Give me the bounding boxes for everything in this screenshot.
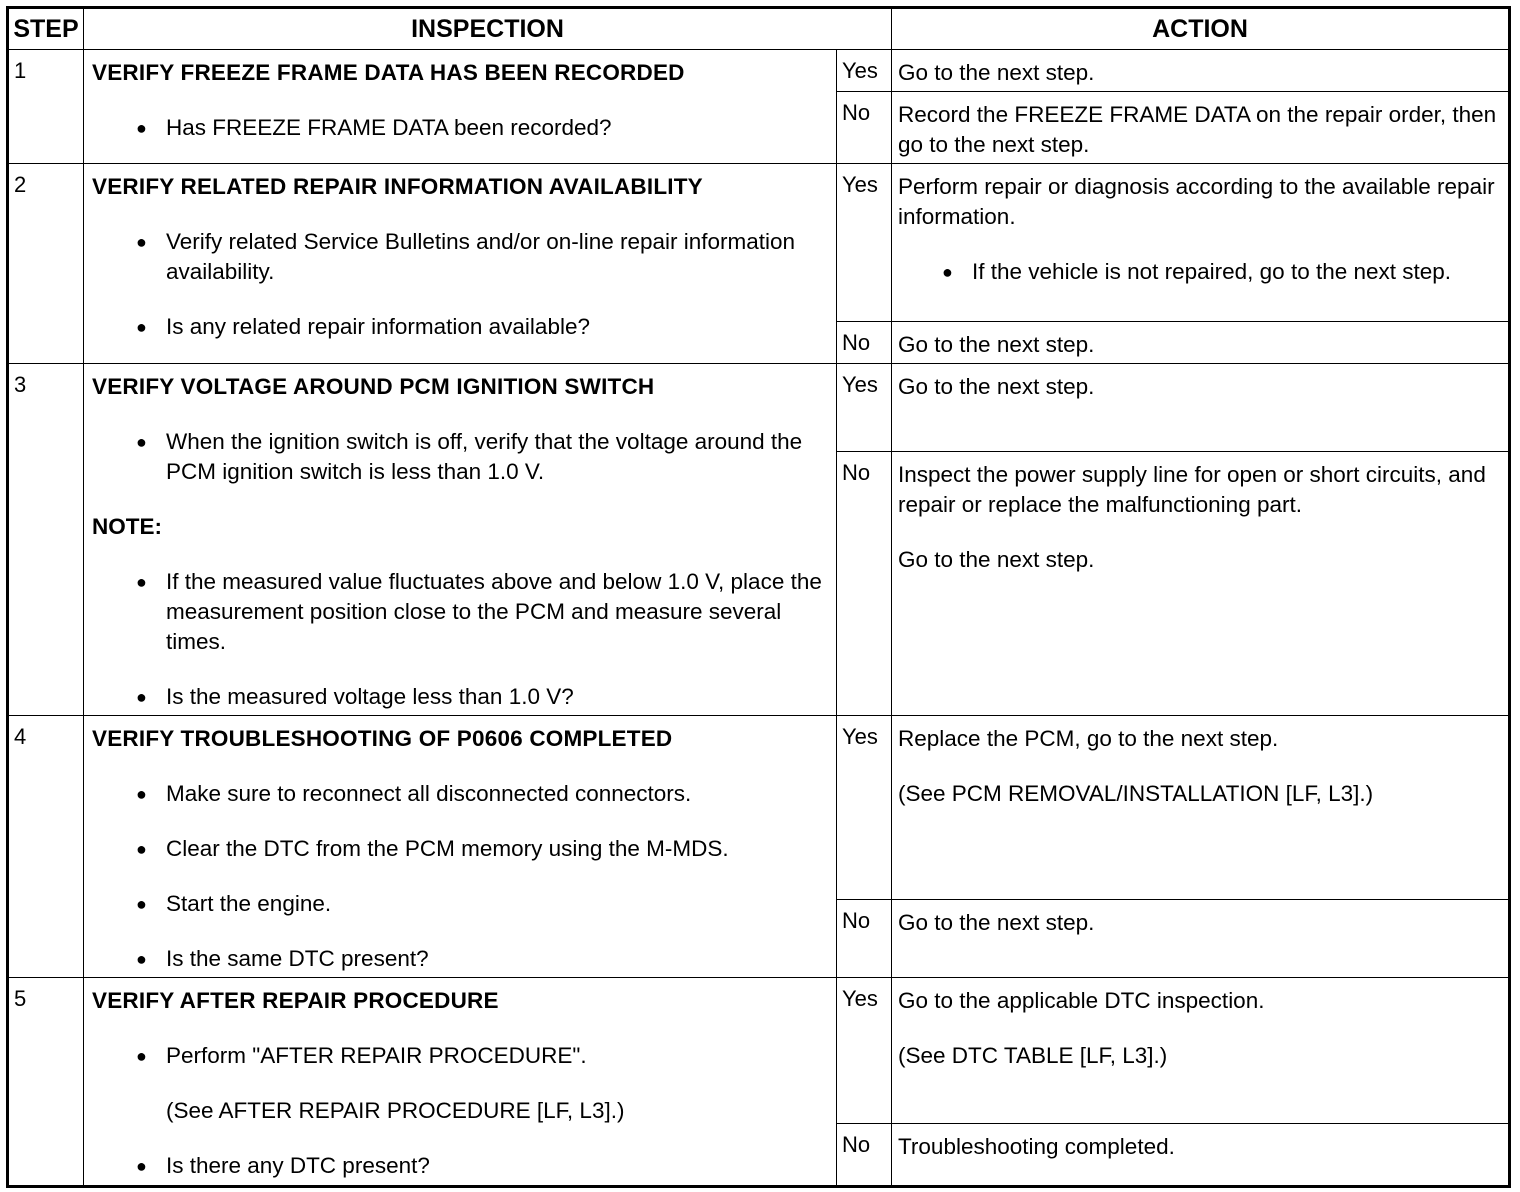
yes-action: Go to the next step. [892,50,1510,92]
no-label: No [837,322,892,364]
bullet-icon: ● [136,784,147,804]
inspection-bullet: ● Perform "AFTER REPAIR PROCEDURE". [92,1041,828,1071]
inspection-bullet: ● Verify related Service Bulletins and/or on-line repair information availability. [136,229,796,284]
step-5-yes-row [8,978,1510,1124]
step-2-yes-row [8,164,1510,322]
inspection-cell [84,50,837,164]
no-action: Troubleshooting completed. [892,1124,1510,1187]
inspection-bullet: ● Clear the DTC from the PCM memory using the M-MDS. [92,834,828,864]
yes-label: Yes [837,364,892,452]
bullet-icon: ● [136,1046,147,1066]
step-number: 1 [8,50,84,164]
yes-label: Yes [837,978,892,1124]
step-number: 5 [8,978,84,1187]
yes-action: Go to the next step. [892,364,1510,452]
no-label: No [837,1124,892,1187]
no-label: No [837,900,892,978]
bullet-icon: ● [136,949,147,969]
bullet-icon: ● [136,432,147,452]
inspection-bullet: ● Is the same DTC present? [92,944,828,974]
header-action: ACTION [892,8,1510,50]
inspection-bullet: ● When the ignition switch is off, verify that the voltage around the PCM ignition switch is less than 1.0 V. [136,429,803,484]
step-number: 3 [8,364,84,716]
step-title: VERIFY FREEZE FRAME DATA HAS BEEN RECORDED [92,60,685,85]
step-3-yes-row [8,364,1510,452]
action-bullet: ● If the vehicle is not repaired, go to the next step. [898,257,1502,287]
bullet-icon: ● [136,1156,147,1176]
inspection-cell [84,364,837,716]
bullet-icon: ● [136,118,147,138]
bullet-icon: ● [136,839,147,859]
reference-text: (See AFTER REPAIR PROCEDURE [LF, L3].) [166,1098,625,1123]
diagnostic-procedure-table [6,6,1511,1188]
inspection-cell [84,978,837,1187]
no-action: Inspect the power supply line for open or short circuits, and repair or replace the malfunctioning part. Go to the next step. [892,452,1510,716]
step-1-yes-row [8,50,1510,92]
bullet-icon: ● [942,262,953,282]
bullet-icon: ● [136,687,147,707]
no-label: No [837,92,892,164]
no-label: No [837,452,892,716]
inspection-bullet: ● Make sure to reconnect all disconnected connectors. [92,779,828,809]
step-title: VERIFY VOLTAGE AROUND PCM IGNITION SWITCH [92,374,655,399]
no-action: Go to the next step. [892,900,1510,978]
inspection-bullet: ● Is any related repair information available? [92,312,828,342]
inspection-bullet: ● Start the engine. [92,889,828,919]
no-action: Record the FREEZE FRAME DATA on the repair order, then go to the next step. [892,92,1510,164]
step-number: 2 [8,164,84,364]
note-label: NOTE: [92,514,162,539]
bullet-icon: ● [136,894,147,914]
header-inspection: INSPECTION [84,8,892,50]
step-4-yes-row [8,716,1510,900]
yes-label: Yes [837,50,892,92]
bullet-icon: ● [136,232,147,252]
bullet-icon: ● [136,317,147,337]
header-step: STEP [8,8,84,50]
bullet-icon: ● [136,572,147,592]
header-row [8,8,1510,50]
step-title: VERIFY RELATED REPAIR INFORMATION AVAILABILITY [92,174,703,199]
inspection-cell [84,164,837,364]
inspection-cell [84,716,837,978]
yes-action: Replace the PCM, go to the next step. (See PCM REMOVAL/INSTALLATION [LF, L3].) [892,716,1510,900]
no-action: Go to the next step. [892,322,1510,364]
yes-label: Yes [837,716,892,900]
inspection-bullet: ● Is the measured voltage less than 1.0 V? [92,682,828,712]
note-bullet: ● If the measured value fluctuates above and below 1.0 V, place the measurement position close to the PCM and measure several times. [136,569,822,654]
inspection-bullet: ● Is there any DTC present? [92,1151,828,1181]
step-title: VERIFY TROUBLESHOOTING OF P0606 COMPLETED [92,726,673,751]
inspection-bullet: ● Has FREEZE FRAME DATA been recorded? [92,113,828,143]
step-number: 4 [8,716,84,978]
yes-action: Go to the applicable DTC inspection. (See DTC TABLE [LF, L3].) [892,978,1510,1124]
yes-action: Perform repair or diagnosis according to the available repair information. ● If the vehicle is not repaired, go to the next step. [892,164,1510,322]
yes-label: Yes [837,164,892,322]
step-title: VERIFY AFTER REPAIR PROCEDURE [92,988,499,1013]
